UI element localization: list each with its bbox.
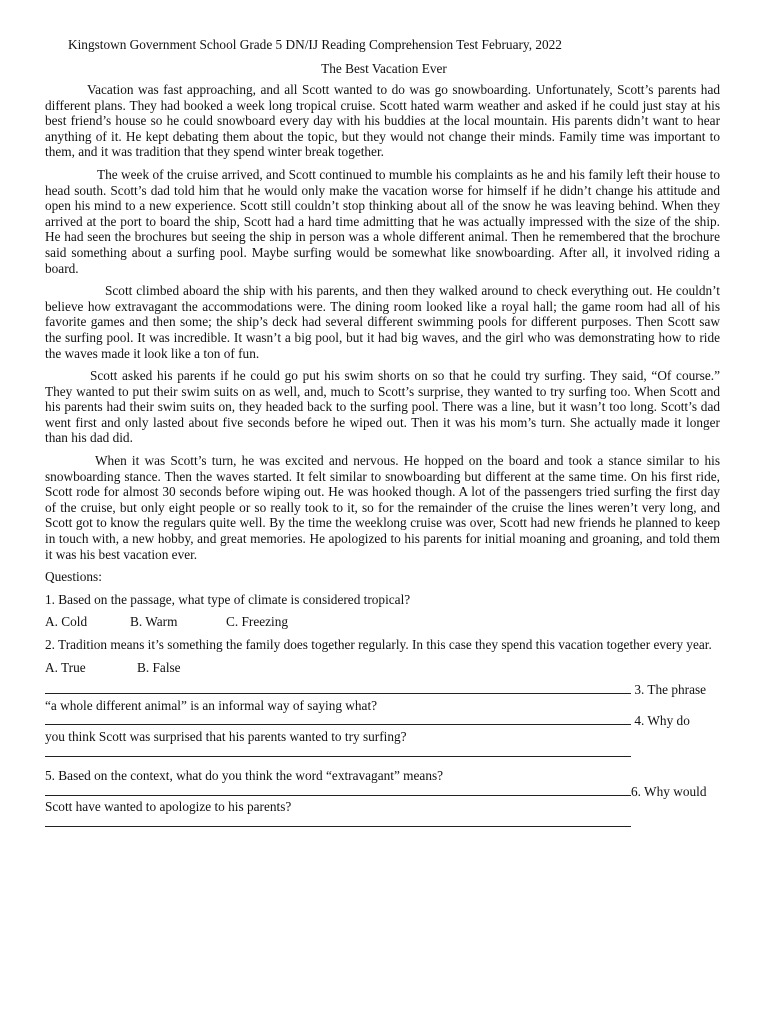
answer-line-5[interactable]	[45, 815, 631, 827]
paragraph-3: Scott climbed aboard the ship with his parents, and then they walked around to check everything out. He couldn’t believe how extravagant the accommodations were. The dining room looked like a royal hall; the game room had all of his favorite games and then some; the ship’s deck had several different swimming pools for different purposes. Then Scott saw the surfing pool. It was incredible. It wasn’t a big pool, but it had big waves, and the girl who was demonstrating how to ride the waves made it look like a ton of fun.	[45, 283, 720, 361]
answer-line-1[interactable]	[45, 682, 631, 694]
choice-1a: A. Cold	[45, 614, 88, 630]
question-3-text: “a whole different animal” is an informal way of saying what?	[45, 697, 378, 713]
choice-1b: B. Warm	[130, 614, 178, 630]
choice-2a: A. True	[45, 659, 86, 675]
question-6-text: Scott have wanted to apologize to his parents?	[45, 799, 292, 815]
question-2: 2. Tradition means it’s something the family does together regularly. In this case they spend this vacation together every year.	[45, 637, 712, 652]
question-3: 3. The phrase	[45, 682, 720, 698]
answer-line-3[interactable]	[45, 745, 631, 757]
paragraph-1: Vacation was fast approaching, and all Scott wanted to do was go snowboarding. Unfortunately, Scott’s parents had different plans. They had booked a week long tropical cruise. Scott hated warm weather and asked if he could just stay at his best friend’s house so he could snowboard every day with his buddies at the local mountain. His parents didn’t want to hear anything of it. He kept debating them about the topic, but they would not change their minds. Family time was important to them, and it was tradition that they spend winter break together.	[45, 82, 720, 160]
paragraph-2: The week of the cruise arrived, and Scott continued to mumble his complaints as he and his family left their house to head south. Scott’s dad told him that he would only make the vacation worse for himself if he didn’t change his attitude and open his mind to a new experience. Scott still couldn’t stop thinking about all of the snow he was leaving behind. When they arrived at the port to board the ship, Scott had a hard time admitting that he was actually impressed with the size of the ship. He had seen the brochures but seeing the ship in person was a whole different animal. Then he remembered that the brochure said something about a surfing pool. Maybe surfing would be somewhat like snowboarding. After all, it involved riding a board.	[45, 166, 720, 276]
passage	[45, 82, 720, 831]
question-4: 4. Why do	[45, 713, 720, 729]
question-1-choices	[45, 614, 720, 630]
story-title: The Best Vacation Ever	[321, 61, 447, 76]
question-6: 6. Why would	[45, 784, 720, 800]
paragraph-5: When it was Scott’s turn, he was excited and nervous. He hopped on the board and took a stance similar to his snowboarding stance. Then the waves started. It felt similar to snowboarding but different at the same time. On his first ride, Scott rode for almost 30 seconds before wiping out. He was hooked though. A lot of the passengers tried surfing the first day of the cruise, but only eight people or so really took to it, so for the remainder of the cruise the lines weren’t very long, and Scott got to know the regulars quite well. By the time the weeklong cruise was over, Scott had new friends he planned to keep in touch with, a new hobby, and great memories. He apologized to his parents for initial moaning and groaning, and told them it was his best vacation ever.	[45, 453, 720, 562]
question-2-choices	[45, 660, 720, 676]
question-4-text: you think Scott was surprised that his parents wanted to try surfing?	[45, 728, 407, 744]
question-5: 5. Based on the context, what do you think the word “extravagant” means?	[45, 768, 444, 784]
choice-2b: B. False	[137, 659, 181, 675]
answer-row-3	[45, 745, 720, 761]
answer-line-4[interactable]	[45, 784, 631, 796]
paragraph-4: Scott asked his parents if he could go put his swim shorts on so that he could try surfing. They said, “Of course.” They wanted to put their swim suits on as well, and, much to Scott’s surprise, they wanted to try surfing too. When Scott and his parents had their swim suits on, they headed back to the surfing pool. There was a line, but it wasn’t too long. Scott’s dad went first and only lasted about five seconds before he wiped out. Then it was his mom’s turn. She actually made it longer than his dad did.	[45, 368, 720, 446]
test-header: Kingstown Government School Grade 5 DN/IJ Reading Comprehension Test February, 2022	[68, 37, 562, 52]
questions-heading: Questions:	[45, 569, 102, 585]
answer-row-5	[45, 815, 720, 831]
choice-1c: C. Freezing	[226, 614, 289, 630]
answer-line-2[interactable]	[45, 713, 631, 725]
question-1: 1. Based on the passage, what type of climate is considered tropical?	[45, 591, 411, 607]
